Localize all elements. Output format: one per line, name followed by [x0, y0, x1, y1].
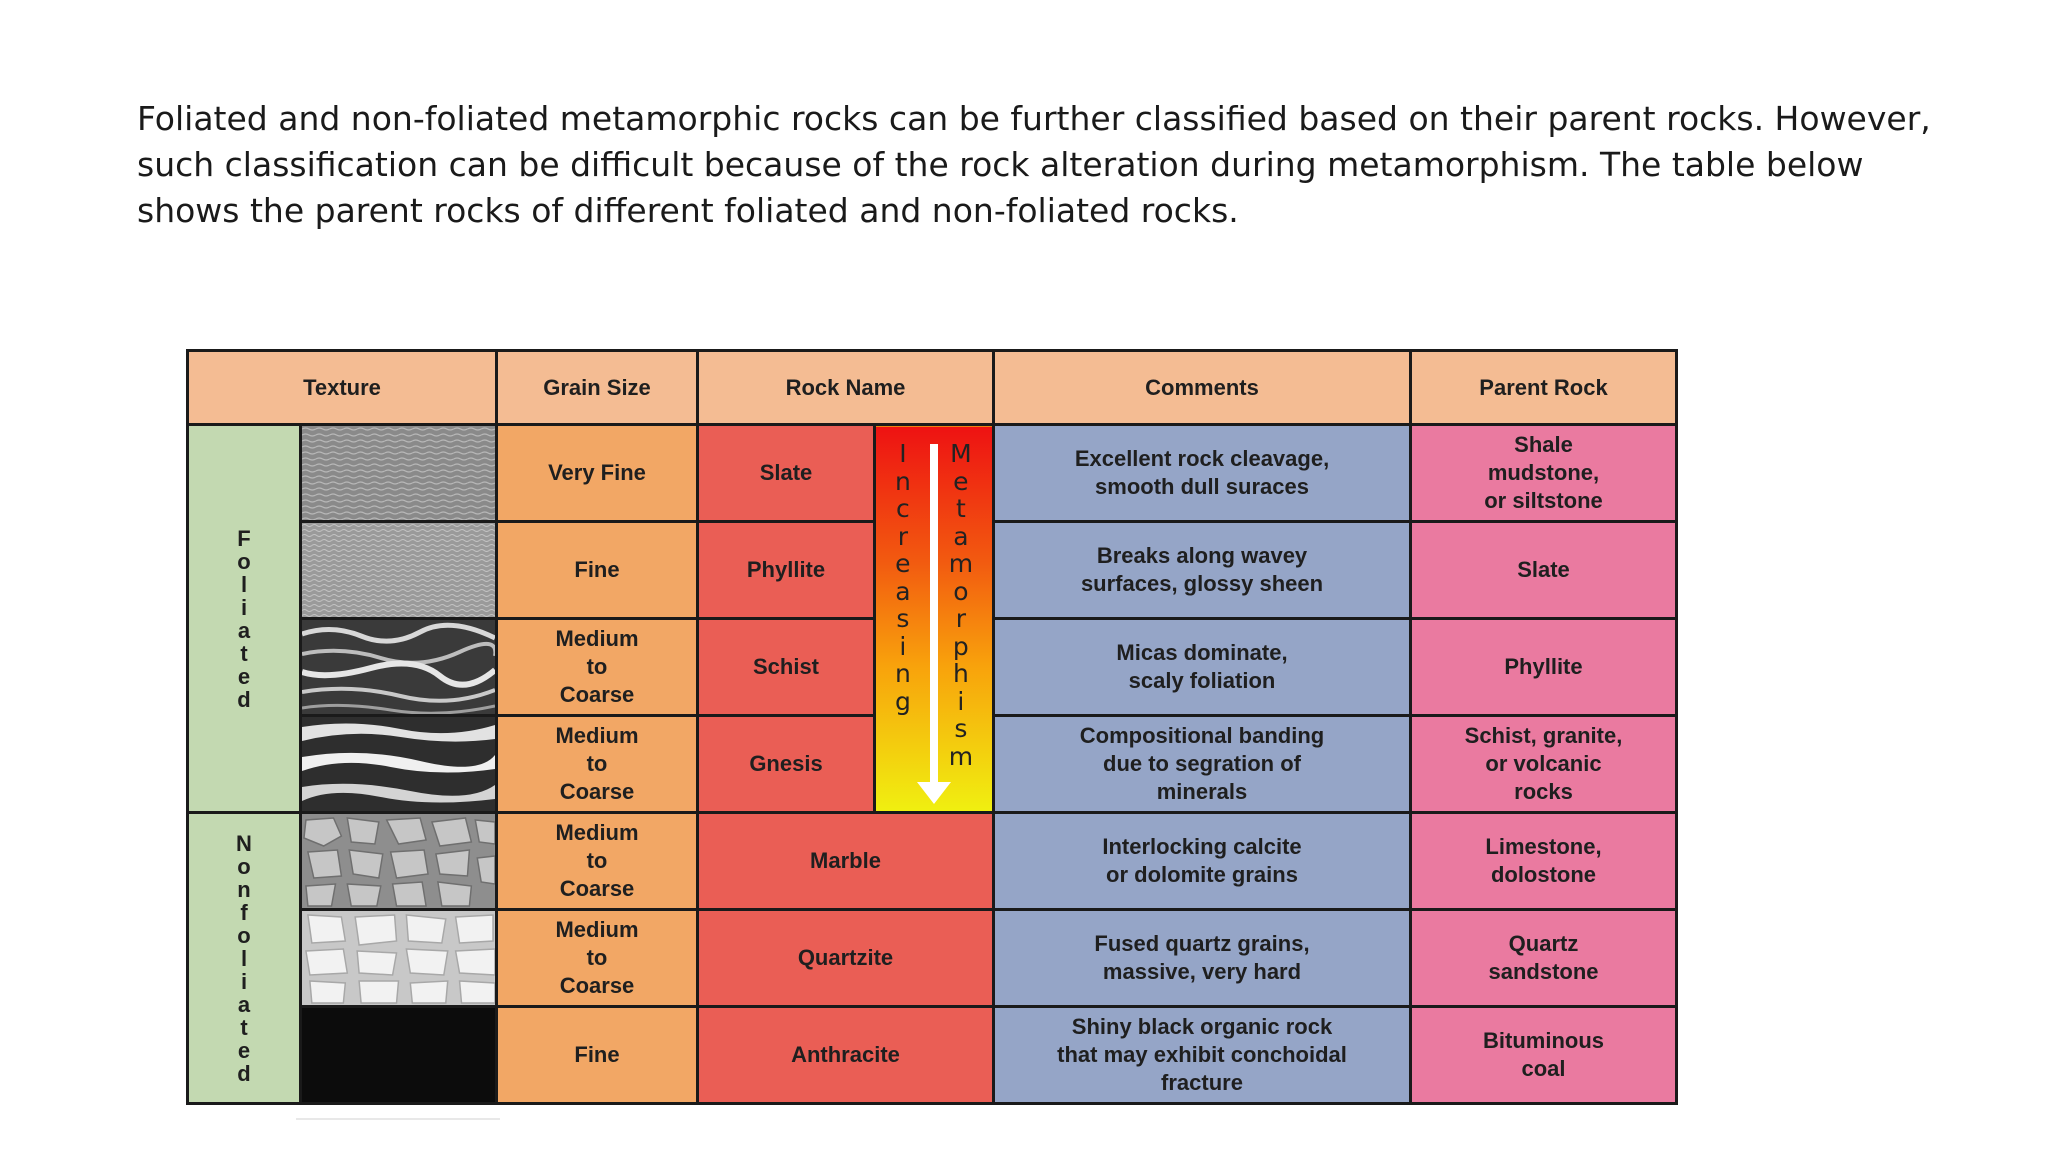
comments-cell — [994, 425, 1411, 522]
metamorphism-label — [949, 426, 973, 811]
cell-line: dolostone — [1490, 862, 1597, 887]
vertical-letter: M — [950, 439, 972, 468]
cell-line: minerals — [1156, 779, 1248, 804]
vertical-letter: l — [240, 571, 248, 597]
table-row — [188, 1007, 1677, 1104]
intro-line-2: such classification can be difficult because of the rock alteration during metamorphism. The table below — [137, 145, 1864, 184]
parent-rock-cell — [1411, 1007, 1677, 1104]
cell-line: to — [586, 848, 608, 873]
vertical-letter: p — [952, 631, 969, 661]
vertical-letter: o — [237, 548, 251, 574]
vertical-letter: a — [895, 576, 911, 606]
grain-size-cell — [497, 619, 698, 716]
parent-rock-cell — [1411, 619, 1677, 716]
texture-swatch-marble — [301, 813, 497, 910]
vertical-letter: m — [948, 741, 974, 771]
cell-line: Phyllite — [1504, 654, 1583, 679]
texture-swatch-gneiss — [301, 716, 497, 813]
grain-size-cell — [497, 425, 698, 522]
vertical-letter: N — [236, 830, 252, 856]
vertical-letter: c — [896, 494, 910, 523]
rock-name-cell: Marble — [698, 813, 994, 910]
vertical-letter: t — [240, 1014, 248, 1040]
cell-line: or dolomite grains — [1106, 862, 1298, 887]
table-header-row — [188, 351, 1677, 425]
intro-paragraph — [137, 96, 1937, 234]
cell-line: sandstone — [1488, 959, 1599, 984]
vertical-letter: i — [240, 968, 248, 994]
foliated-label — [188, 425, 301, 813]
cell-line: Fused quartz grains, — [1094, 931, 1310, 956]
header-texture: Texture — [188, 351, 497, 425]
vertical-letter: e — [895, 549, 911, 578]
header-comments: Comments — [994, 351, 1411, 425]
rock-name-cell: Schist — [698, 619, 875, 716]
header-rock-name: Rock Name — [698, 351, 994, 425]
intro-line-3: shows the parent rocks of different foliated and non-foliated rocks. — [137, 191, 1239, 230]
vertical-letter: d — [237, 686, 251, 712]
divider-line — [296, 1118, 500, 1120]
vertical-letter: I — [899, 439, 907, 468]
cell-line: Coarse — [559, 973, 635, 998]
table-row — [188, 813, 1677, 910]
rock-name-cell: Anthracite — [698, 1007, 994, 1104]
rock-name-cell: Gnesis — [698, 716, 875, 813]
cell-line: or volcanic — [1485, 751, 1602, 776]
vertical-letter: i — [957, 686, 965, 716]
cell-line: that may exhibit conchoidal — [1057, 1042, 1347, 1067]
grain-size-cell — [497, 813, 698, 910]
table-row — [188, 425, 1677, 522]
cell-line: to — [586, 751, 608, 776]
comments-cell — [994, 813, 1411, 910]
vertical-letter: f — [240, 899, 248, 925]
vertical-letter: t — [955, 494, 966, 523]
cell-line: mudstone, — [1487, 460, 1600, 485]
parent-rock-cell — [1411, 425, 1677, 522]
vertical-letter: s — [896, 604, 910, 633]
cell-line: to — [586, 945, 608, 970]
comments-cell — [994, 1007, 1411, 1104]
vertical-letter: o — [237, 853, 251, 879]
rock-name-cell: Quartzite — [698, 910, 994, 1007]
cell-line: due to segration of — [1103, 751, 1301, 776]
vertical-letter: r — [955, 604, 966, 633]
intro-line-1: Foliated and non-foliated metamorphic rocks can be further classified based on their parent rocks. However, — [137, 99, 1931, 138]
cell-line: fracture — [1161, 1070, 1243, 1095]
cell-line: Micas dominate, — [1116, 640, 1288, 665]
vertical-letter: n — [894, 659, 911, 688]
rock-name-cell: Phyllite — [698, 522, 875, 619]
arrow-head-icon — [917, 782, 951, 804]
cell-line: Limestone, — [1485, 834, 1602, 859]
vertical-letter: n — [894, 466, 911, 496]
cell-line: Interlocking calcite — [1102, 834, 1302, 859]
parent-rock-cell — [1411, 813, 1677, 910]
texture-swatch-slate — [301, 425, 497, 522]
vertical-letter: n — [237, 876, 251, 902]
vertical-letter: o — [237, 922, 251, 948]
cell-line: Shiny black organic rock — [1071, 1014, 1333, 1039]
cell-line: smooth dull suraces — [1095, 474, 1309, 499]
cell-line: Medium — [555, 820, 639, 845]
texture-swatch-schist — [301, 619, 497, 716]
vertical-letter: s — [954, 714, 968, 743]
vertical-letter: e — [237, 663, 251, 689]
cell-line: Medium — [555, 917, 639, 942]
cell-line: Compositional banding — [1079, 723, 1325, 748]
vertical-letter: r — [897, 521, 909, 551]
cell-line: or siltstone — [1484, 488, 1603, 513]
cell-line: Slate — [1517, 557, 1570, 582]
cell-line: Bituminous — [1483, 1028, 1604, 1053]
parent-rock-cell — [1411, 910, 1677, 1007]
cell-line: Coarse — [559, 876, 635, 901]
cell-line: to — [586, 654, 608, 679]
cell-line: surfaces, glossy sheen — [1080, 571, 1324, 596]
vertical-letter: l — [240, 945, 248, 971]
header-grain-size: Grain Size — [497, 351, 698, 425]
vertical-letter: o — [953, 576, 969, 606]
comments-cell — [994, 910, 1411, 1007]
header-parent-rock: Parent Rock — [1411, 351, 1677, 425]
cell-line: Medium — [555, 626, 639, 651]
vertical-letter: t — [240, 640, 248, 666]
cell-line: Shale — [1514, 432, 1573, 457]
vertical-letter: h — [952, 659, 969, 688]
vertical-letter: a — [953, 521, 969, 551]
cell-line: Fine — [574, 557, 620, 582]
vertical-letter: F — [237, 525, 251, 551]
cell-line: scaly foliation — [1128, 668, 1276, 693]
cell-line: Fine — [574, 1042, 620, 1067]
parent-rock-cell — [1411, 522, 1677, 619]
comments-cell — [994, 716, 1411, 813]
cell-line: Quartz — [1508, 931, 1579, 956]
vertical-letter: a — [237, 991, 251, 1017]
vertical-letter: g — [894, 686, 911, 716]
cell-line: Schist, granite, — [1464, 723, 1623, 748]
metamorphic-rock-table — [186, 349, 1678, 1105]
grain-size-cell — [497, 522, 698, 619]
texture-swatch-quartzite — [301, 910, 497, 1007]
vertical-letter: a — [237, 617, 251, 643]
vertical-letter: e — [237, 1037, 251, 1063]
cell-line: rocks — [1514, 779, 1573, 804]
grain-size-cell — [497, 1007, 698, 1104]
vertical-letter: i — [899, 631, 907, 661]
increasing-label — [895, 426, 911, 811]
parent-rock-cell — [1411, 716, 1677, 813]
table-row — [188, 910, 1677, 1007]
vertical-letter: m — [948, 549, 974, 578]
cell-line: coal — [1521, 1056, 1566, 1081]
comments-cell — [994, 619, 1411, 716]
vertical-letter: d — [237, 1060, 251, 1086]
cell-line: Coarse — [559, 682, 635, 707]
nonfoliated-label — [188, 813, 301, 1104]
grain-size-cell — [497, 910, 698, 1007]
cell-line: Breaks along wavey — [1096, 543, 1308, 568]
cell-line: Excellent rock cleavage, — [1074, 446, 1330, 471]
grain-size-cell — [497, 716, 698, 813]
cell-line: Very Fine — [548, 460, 646, 485]
down-arrow-icon — [930, 444, 938, 784]
cell-line: massive, very hard — [1102, 959, 1302, 984]
vertical-letter: i — [240, 594, 248, 620]
rock-name-cell: Slate — [698, 425, 875, 522]
texture-swatch-anthracite — [301, 1007, 497, 1104]
texture-swatch-phyllite — [301, 522, 497, 619]
vertical-letter: e — [953, 466, 969, 496]
cell-line: Coarse — [559, 779, 635, 804]
cell-line: Medium — [555, 723, 639, 748]
increasing-metamorphism-gradient — [875, 425, 994, 813]
comments-cell — [994, 522, 1411, 619]
